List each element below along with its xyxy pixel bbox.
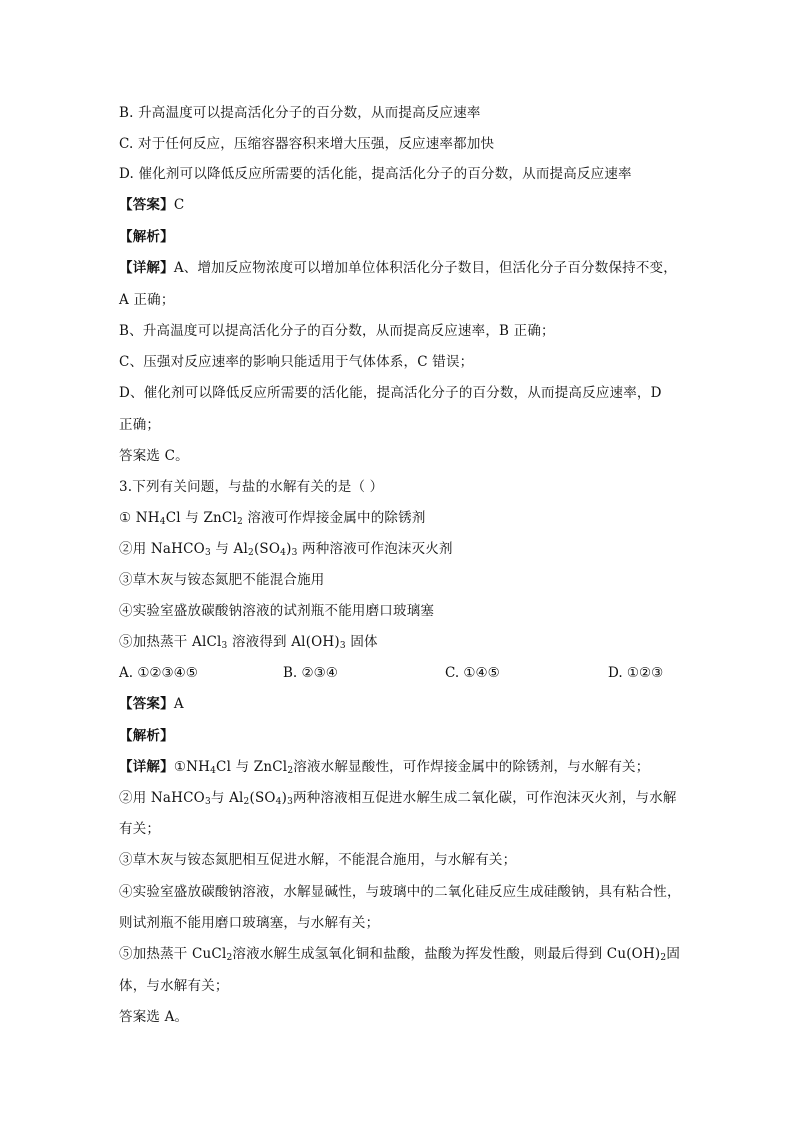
- q2-option-c: C. 对于任何反应，压缩容器容积来增大压强，反应速率都加快: [119, 136, 495, 152]
- q3-detail-4-cont: 则试剂瓶不能用磨口玻璃塞，与水解有关；: [119, 915, 380, 931]
- q3-statement-4: ④实验室盛放碳酸钠溶液的试剂瓶不能用磨口玻璃塞: [119, 603, 435, 619]
- q3-detail-5: ⑤加热蒸干 CuCl$_2$溶液水解生成氢氧化铜和盐酸，盐酸为挥发性酸，则最后得到 $Cu(OH)_2$固: [119, 946, 681, 963]
- q3-choices: [0, 664, 794, 682]
- answer-tag: 【答案】: [119, 197, 174, 213]
- answer-tag: 【答案】: [119, 696, 174, 712]
- q3-detail-3: ③草木灰与铵态氮肥相互促进水解，不能混合施用，与水解有关；: [119, 852, 517, 868]
- q3-statement-2: ②用 NaHCO$_3$ 与 $Al_2(SO_4)_3$ 两种溶液可作泡沫灭火剂: [119, 541, 453, 558]
- q3-statement-3: ③草木灰与铵态氮肥不能混合施用: [119, 572, 325, 588]
- q3-choice-b: B. ②③④: [283, 665, 338, 681]
- detail-text: A、增加反应物浓度可以增加单位体积活化分子数目，但活化分子百分数保持不变，: [173, 260, 677, 276]
- q2-analysis-tag: 【解析】: [119, 229, 174, 245]
- q3-answer: [119, 695, 184, 713]
- q3-detail-2: ②用 NaHCO$_3$与 $Al_2(SO_4)_3$两种溶液相互促进水解生成二氧化碳，可作泡沫灭火剂，与水解: [119, 790, 677, 807]
- answer-value: A: [173, 696, 184, 712]
- q2-answer: [119, 196, 184, 214]
- q3-statement-5: ⑤加热蒸干 AlCl$_3$ 溶液得到 $Al(OH)_3$ 固体: [119, 634, 378, 651]
- q2-detail-a: [119, 259, 677, 277]
- q3-conclusion: 答案选 A。: [119, 1009, 189, 1025]
- q3-detail-1: 【详解】$①NH_4Cl$ 与 ZnCl$_2$溶液水解显酸性，可作焊接金属中的除锈剂，与水解有关；: [119, 759, 650, 776]
- answer-value: C: [173, 197, 185, 213]
- q2-detail-d-cont: 正确；: [119, 417, 161, 433]
- q3-detail-5-cont: 体，与水解有关；: [119, 978, 229, 994]
- q2-option-d: D. 催化剂可以降低反应所需要的活化能，提高活化分子的百分数，从而提高反应速率: [119, 166, 632, 182]
- q3-choice-c: C. ①④⑤: [445, 665, 500, 681]
- q2-option-b: B. 升高温度可以提高活化分子的百分数，从而提高反应速率: [119, 105, 481, 121]
- q3-choice-a: A. ①②③④⑤: [119, 665, 198, 681]
- detail-tag: 【详解】: [119, 759, 174, 775]
- q3-detail-2-cont: 有关；: [119, 821, 161, 837]
- q2-detail-b: B、升高温度可以提高活化分子的百分数，从而提高反应速率，B 正确；: [119, 323, 555, 339]
- q2-detail-c: C、压强对反应速率的影响只能适用于气体体系，C 错误；: [119, 354, 474, 370]
- q3-stem: 3.下列有关问题，与盐的水解有关的是（ ）: [119, 479, 384, 495]
- q3-analysis-tag: 【解析】: [119, 728, 174, 744]
- q2-conclusion: 答案选 C。: [119, 448, 189, 464]
- detail-tag: 【详解】: [119, 260, 174, 276]
- q3-detail-4: ④实验室盛放碳酸钠溶液，水解显碱性，与玻璃中的二氧化硅反应生成硅酸钠，具有粘合性，: [119, 884, 681, 900]
- q2-detail-d: D、催化剂可以降低反应所需要的活化能，提高活化分子的百分数，从而提高反应速率，D: [119, 385, 662, 401]
- q2-detail-a-cont: A 正确；: [119, 292, 175, 308]
- q3-choice-d: D. ①②③: [608, 665, 664, 681]
- q3-statement-1: ① $NH_4Cl$ 与 ZnCl$_2$ 溶液可作焊接金属中的除锈剂: [119, 510, 426, 527]
